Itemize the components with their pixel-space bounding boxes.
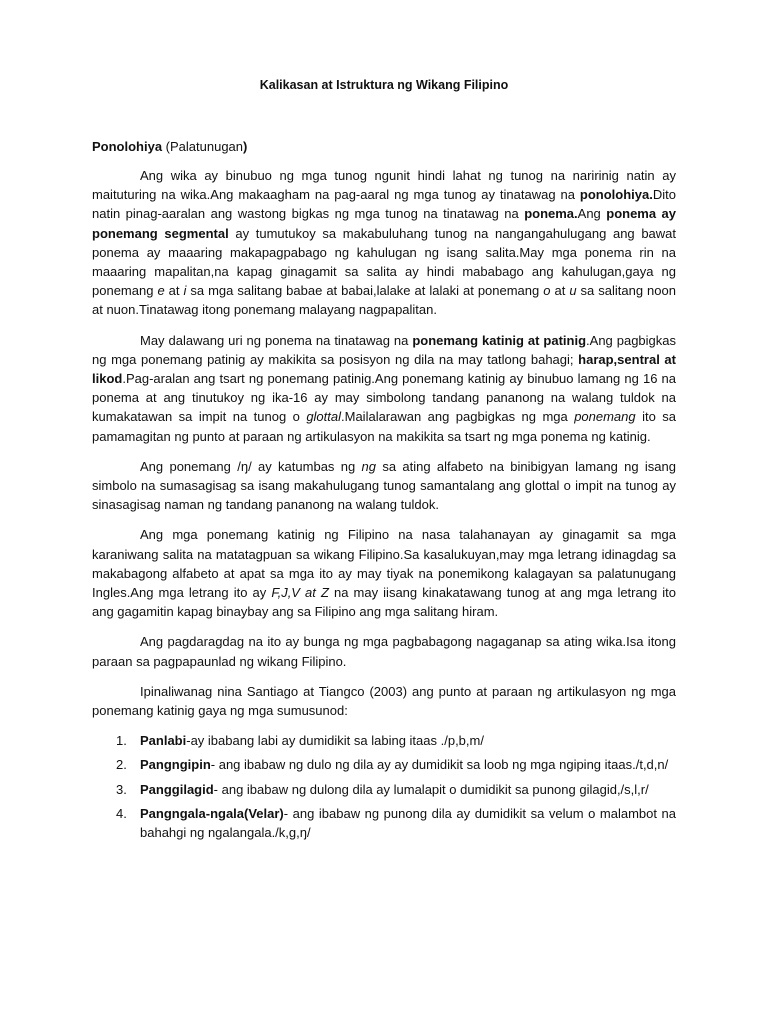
list-number: 4. (116, 805, 127, 821)
paragraph-text-run: u (569, 283, 577, 299)
paragraph-text-run: glottal (306, 409, 342, 425)
list-term: Pangngipin (140, 757, 211, 773)
paragraph-text-run: na may iisang kinakatawang tunog at ang mga letrang ito ang gagamitin kapag binaybay ang sa Filipino ang mga salitang hiram. (92, 585, 676, 620)
paragraph-text-run: Ang (577, 206, 607, 222)
list-item (92, 755, 676, 774)
paragraph-text-run: e (157, 283, 165, 299)
paragraph-text-run: ponemang katinig at patinig (412, 332, 587, 348)
paragraph (92, 682, 676, 720)
list-description: - ang ibabaw ng punong dila ay dumidikit sa velum o malambot na bahahgi ng ngalangala./k,g,ŋ/ (140, 805, 676, 841)
list-term: Panggilagid (140, 781, 214, 797)
list-term: Pangngala-ngala(Velar) (140, 805, 284, 821)
paragraph-text-run: sa ating alfabeto na binibigyan lamang ng isang simbolo na sumasagisag sa isang makahulugang tunog samantalang ang glottal o impit na tunog ay sinasagisag naman ng tandang pananong na walang tuldok. (92, 458, 676, 513)
document-title: Kalikasan at Istruktura ng Wikang Filipino (259, 78, 509, 92)
paragraph (92, 457, 676, 515)
paragraph-text-run: .Pag-aralan ang tsart ng ponemang patinig.Ang ponemang katinig ay binubuo lamang ng 16 na ponema at ang tinutukoy ng ika-16 ay may simbolong tandang pananong na walang tuldok na kumakatawan sa impit na tunog o (92, 371, 676, 425)
paragraph-text-run: .Ang pagbigkas ng mga ponemang patinig ay makikita sa posisyon ng dila na may tatlong bahagi; (92, 332, 677, 367)
heading-regular-part: (Palatunugan (162, 139, 244, 154)
paragraph-text-run: at (550, 283, 570, 299)
paragraph-text-run: ponema. (524, 206, 578, 222)
list-item (92, 804, 676, 842)
list-number: 1. (116, 733, 127, 749)
paragraph-text-run: at (164, 283, 184, 299)
paragraph (92, 632, 676, 670)
list-number: 2. (116, 757, 127, 773)
paragraph-text-run: Ipinaliwanag nina Santiago at Tiangco (2003) ang punto at paraan ng artikulasyon ng mga ponemang katinig gaya ng mga sumusunod: (92, 683, 676, 719)
paragraph-text-run: harap,sentral at likod (92, 351, 676, 387)
paragraph (92, 331, 676, 446)
heading-closing-paren: ) (243, 139, 248, 154)
list-term: Panlabi (140, 733, 187, 749)
paragraph-text-run: May dalawang uri ng ponema na tinatawag na (140, 332, 413, 348)
paragraph-text-run: i (183, 283, 187, 299)
paragraph-text-run: o (543, 283, 551, 299)
list-number: 3. (116, 781, 127, 797)
heading-bold-part: Ponolohiya (92, 139, 163, 154)
paragraph-text-run: ng (361, 458, 377, 474)
paragraph-text-run: Ang mga ponemang katinig ng Filipino na nasa talahanayan ay ginagamit sa mga karaniwang salita na matatagpuan sa wikang Filipino.Sa kasalukuyan,may mga letrang idinagdag sa makabagong alfabeto at apat sa mga ito ay may tiyak na ponemikong kalagayan sa palatunugang Ingles.Ang mga letrang ito ay (92, 527, 676, 601)
articulation-list (92, 731, 676, 842)
paragraph-text-run: Ang pagdaragdag na ito ay bunga ng mga pagbabagong nagaganap sa ating wika.Isa itong paraan sa pagpapaunlad ng wikang Filipino. (92, 634, 676, 669)
paragraph-text-run: sa salitang noon at nuon.Tinatawag itong ponemang malayang nagpapalitan. (92, 283, 676, 318)
paragraph-text-run: sa mga salitang babae at babai,lalake at lalaki at ponemang (186, 283, 544, 299)
paragraph-text-run: .Mailalarawan ang pagbigkas ng mga (341, 409, 575, 425)
paragraph-text-run: Ang ponemang /ŋ/ ay katumbas ng (140, 458, 362, 474)
paragraph-text-run: Ang wika ay binubuo ng mga tunog ngunit hindi lahat ng tunog na naririnig natin ay maituturing na wika.Ang makaagham na pag-aaral ng mga tunog ay tinatawag na (92, 168, 676, 203)
paragraph (92, 166, 676, 320)
list-description: -ay ibabang labi ay dumidikit sa labing itaas ./p,b,m/ (186, 733, 484, 749)
paragraph-text-run: Dito natin pinag-aaralan ang wastong bigkas ng mga tunog na tinatawag na (92, 187, 676, 222)
paragraph-text-run: F,J,V at Z (271, 585, 329, 601)
paragraph (92, 525, 676, 621)
paragraph-text-run: ponema ay ponemang segmental (92, 206, 677, 241)
list-description: - ang ibabaw ng dulo ng dila ay ay dumidikit sa loob ng mga ngiping itaas./t,d,n/ (210, 757, 669, 773)
paragraph-text-run: ay tumutukoy sa makabuluhang tunog na nangangahulugang ang bawat ponema ay maaaring makapagpabago ng kahulugan ng isang salita.May mga ponema rin na maaaring mapalitan,na kapag ginagamit sa salita ay hindi mababago ang kahulugan,gaya ng ponemang (92, 225, 677, 299)
body-paragraphs (92, 166, 676, 720)
paragraph-text-run: ponolohiya. (579, 187, 653, 203)
list-item (92, 731, 676, 750)
paragraph-text-run: ponemang (574, 409, 636, 425)
section-heading (92, 139, 676, 154)
paragraph-text-run: ito sa pamamagitan ng punto at paraan ng artikulasyon na makikita sa tsart ng mga ponema ng katinig. (92, 409, 677, 444)
list-item (92, 780, 676, 799)
list-description: - ang ibabaw ng dulong dila ay lumalapit o dumidikit sa punong gilagid,/s,l,r/ (213, 781, 649, 797)
